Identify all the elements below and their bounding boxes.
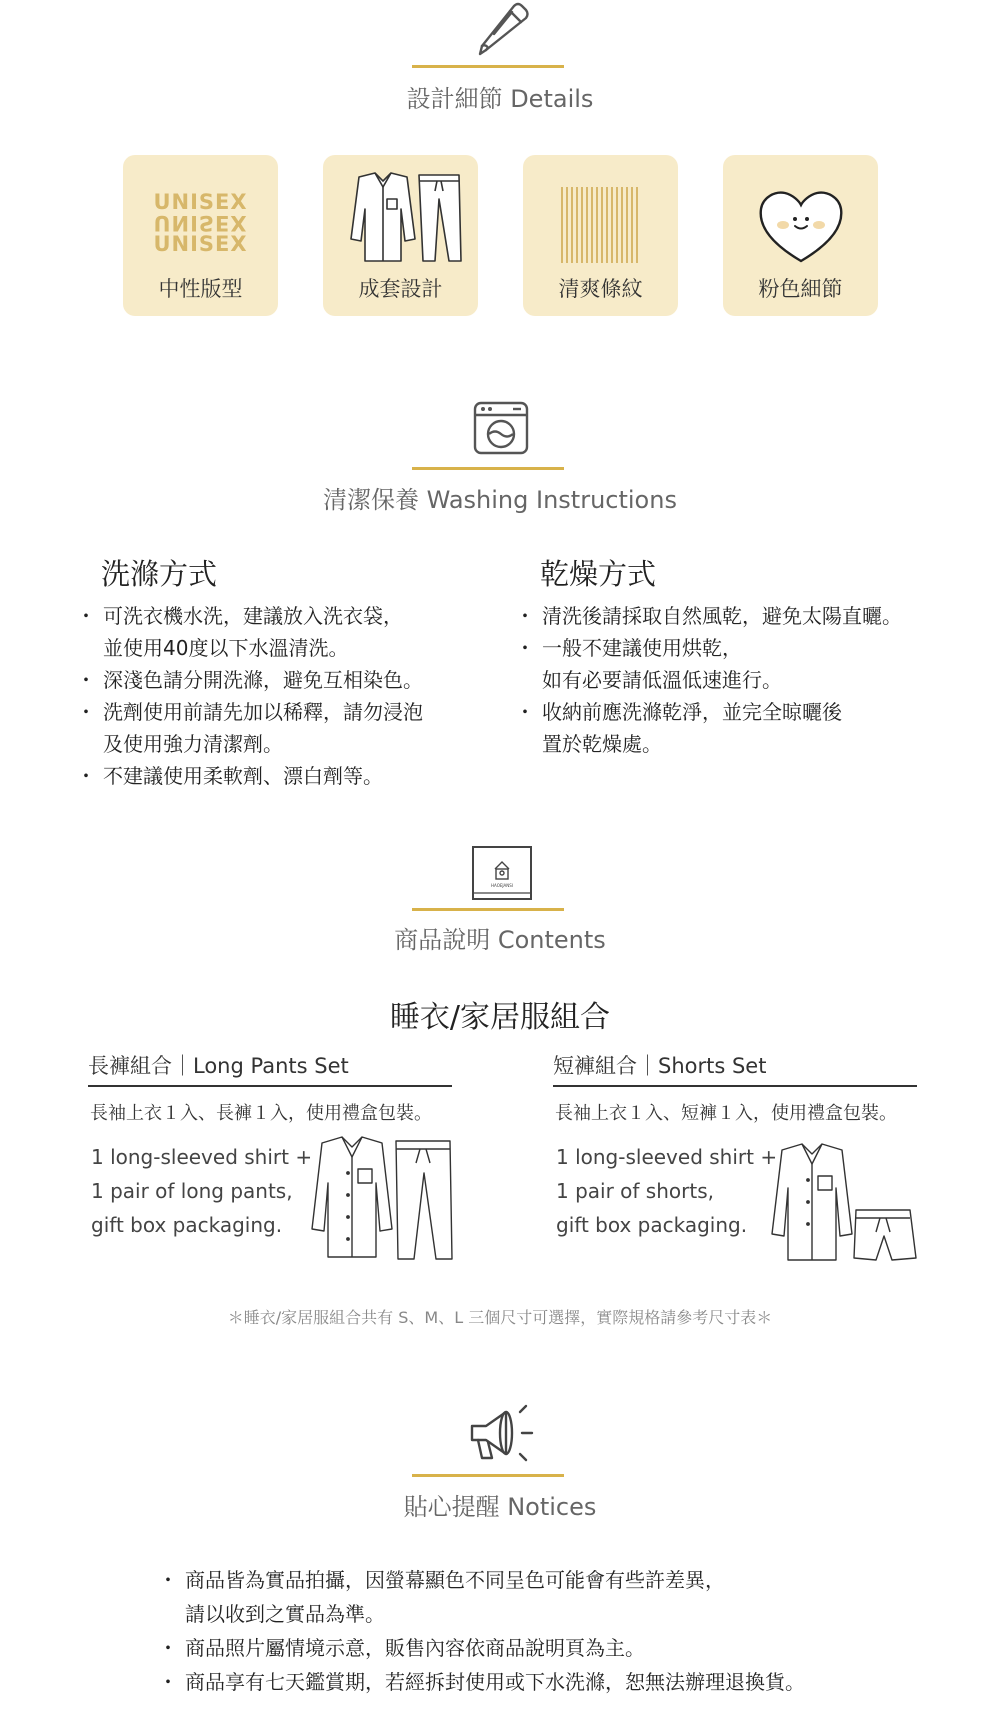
wash-list — [82, 600, 482, 792]
feature-label-pink: 粉色細節 — [758, 277, 843, 301]
shirt-and-long-pants-icon — [298, 1133, 458, 1263]
set-rule-long — [88, 1085, 452, 1087]
notices-title: 貼心提醒 Notices — [403, 1493, 597, 1521]
set-zh-long: 長袖上衣１入、長褲１入，使用禮盒包裝。 — [90, 1103, 432, 1124]
set-heading: 睡衣/家居服組合 — [389, 1000, 611, 1035]
list-item: ・ 洗劑使用前請先加以稀釋，請勿浸泡 及使用強力清潔劑。 — [82, 696, 482, 760]
list-item: ・ 商品皆為實品拍攝，因螢幕顯色不同呈色可能會有些許差異， 請以收到之實品為準。 — [164, 1563, 964, 1631]
set-en-shorts: 1 long-sleeved shirt + 1 pair of shorts, gift box packaging. — [556, 1145, 778, 1237]
contents-divider — [412, 908, 564, 911]
dry-heading: 乾燥方式 — [540, 557, 657, 591]
wash-heading: 洗滌方式 — [101, 557, 218, 591]
list-item: ・ 深淺色請分開洗滌，避免互相染色。 — [82, 664, 482, 696]
details-divider — [412, 65, 564, 68]
size-note: ＊睡衣/家居服組合共有 S、M、L 三個尺寸可選擇，實際規格請參考尺寸表＊ — [227, 1308, 773, 1327]
feature-card-pink — [723, 155, 878, 316]
stripes-icon — [560, 187, 642, 263]
details-title: 設計細節 Details — [406, 85, 594, 113]
set-zh-shorts: 長袖上衣１入、短褲１入，使用禮盒包裝。 — [555, 1103, 897, 1124]
list-item: ・ 商品享有七天鑑賞期，若經拆封使用或下水洗滌，恕無法辦理退換貨。 — [164, 1665, 964, 1699]
washing-divider — [412, 467, 564, 470]
list-item: ・ 清洗後請採取自然風乾，避免太陽直曬。 — [521, 600, 941, 632]
notices-list — [164, 1563, 964, 1699]
list-item: ・ 不建議使用柔軟劑、漂白劑等。 — [82, 760, 482, 792]
notices-divider — [412, 1474, 564, 1477]
set-title-shorts: 短褲組合｜Shorts Set — [553, 1054, 767, 1078]
box-logo-text: HAOEJANSI — [491, 883, 513, 888]
heart-face-icon — [757, 189, 845, 265]
set-title-long: 長褲組合｜Long Pants Set — [88, 1054, 349, 1078]
washing-title: 清潔保養 Washing Instructions — [323, 486, 677, 514]
dry-list — [521, 600, 941, 760]
feature-label-set: 成套設計 — [358, 277, 443, 301]
feature-card-set — [323, 155, 478, 316]
pencil-icon — [472, 0, 532, 56]
feature-card-stripes — [523, 155, 678, 316]
feature-label-unisex: 中性版型 — [158, 277, 243, 301]
washing-machine-icon — [473, 401, 529, 455]
contents-title: 商品說明 Contents — [394, 926, 606, 954]
pajama-set-icon — [339, 169, 469, 269]
set-rule-shorts — [553, 1085, 917, 1087]
gift-box-icon — [471, 845, 533, 901]
feature-label-stripes: 清爽條紋 — [558, 277, 643, 301]
shirt-and-shorts-icon — [760, 1140, 920, 1265]
megaphone-icon — [466, 1404, 538, 1466]
list-item: ・ 可洗衣機水洗，建議放入洗衣袋， 並使用40度以下水溫清洗。 — [82, 600, 482, 664]
list-item: ・ 收納前應洗滌乾淨，並完全晾曬後 置於乾燥處。 — [521, 696, 941, 760]
set-en-long: 1 long-sleeved shirt + 1 pair of long pants, gift box packaging. — [91, 1145, 313, 1237]
list-item: ・ 商品照片屬情境示意，販售內容依商品說明頁為主。 — [164, 1631, 964, 1665]
feature-card-unisex: UNISEX UNISEX UNISEX 中性版型 — [123, 155, 278, 316]
list-item: ・ 一般不建議使用烘乾， 如有必要請低溫低速進行。 — [521, 632, 941, 696]
